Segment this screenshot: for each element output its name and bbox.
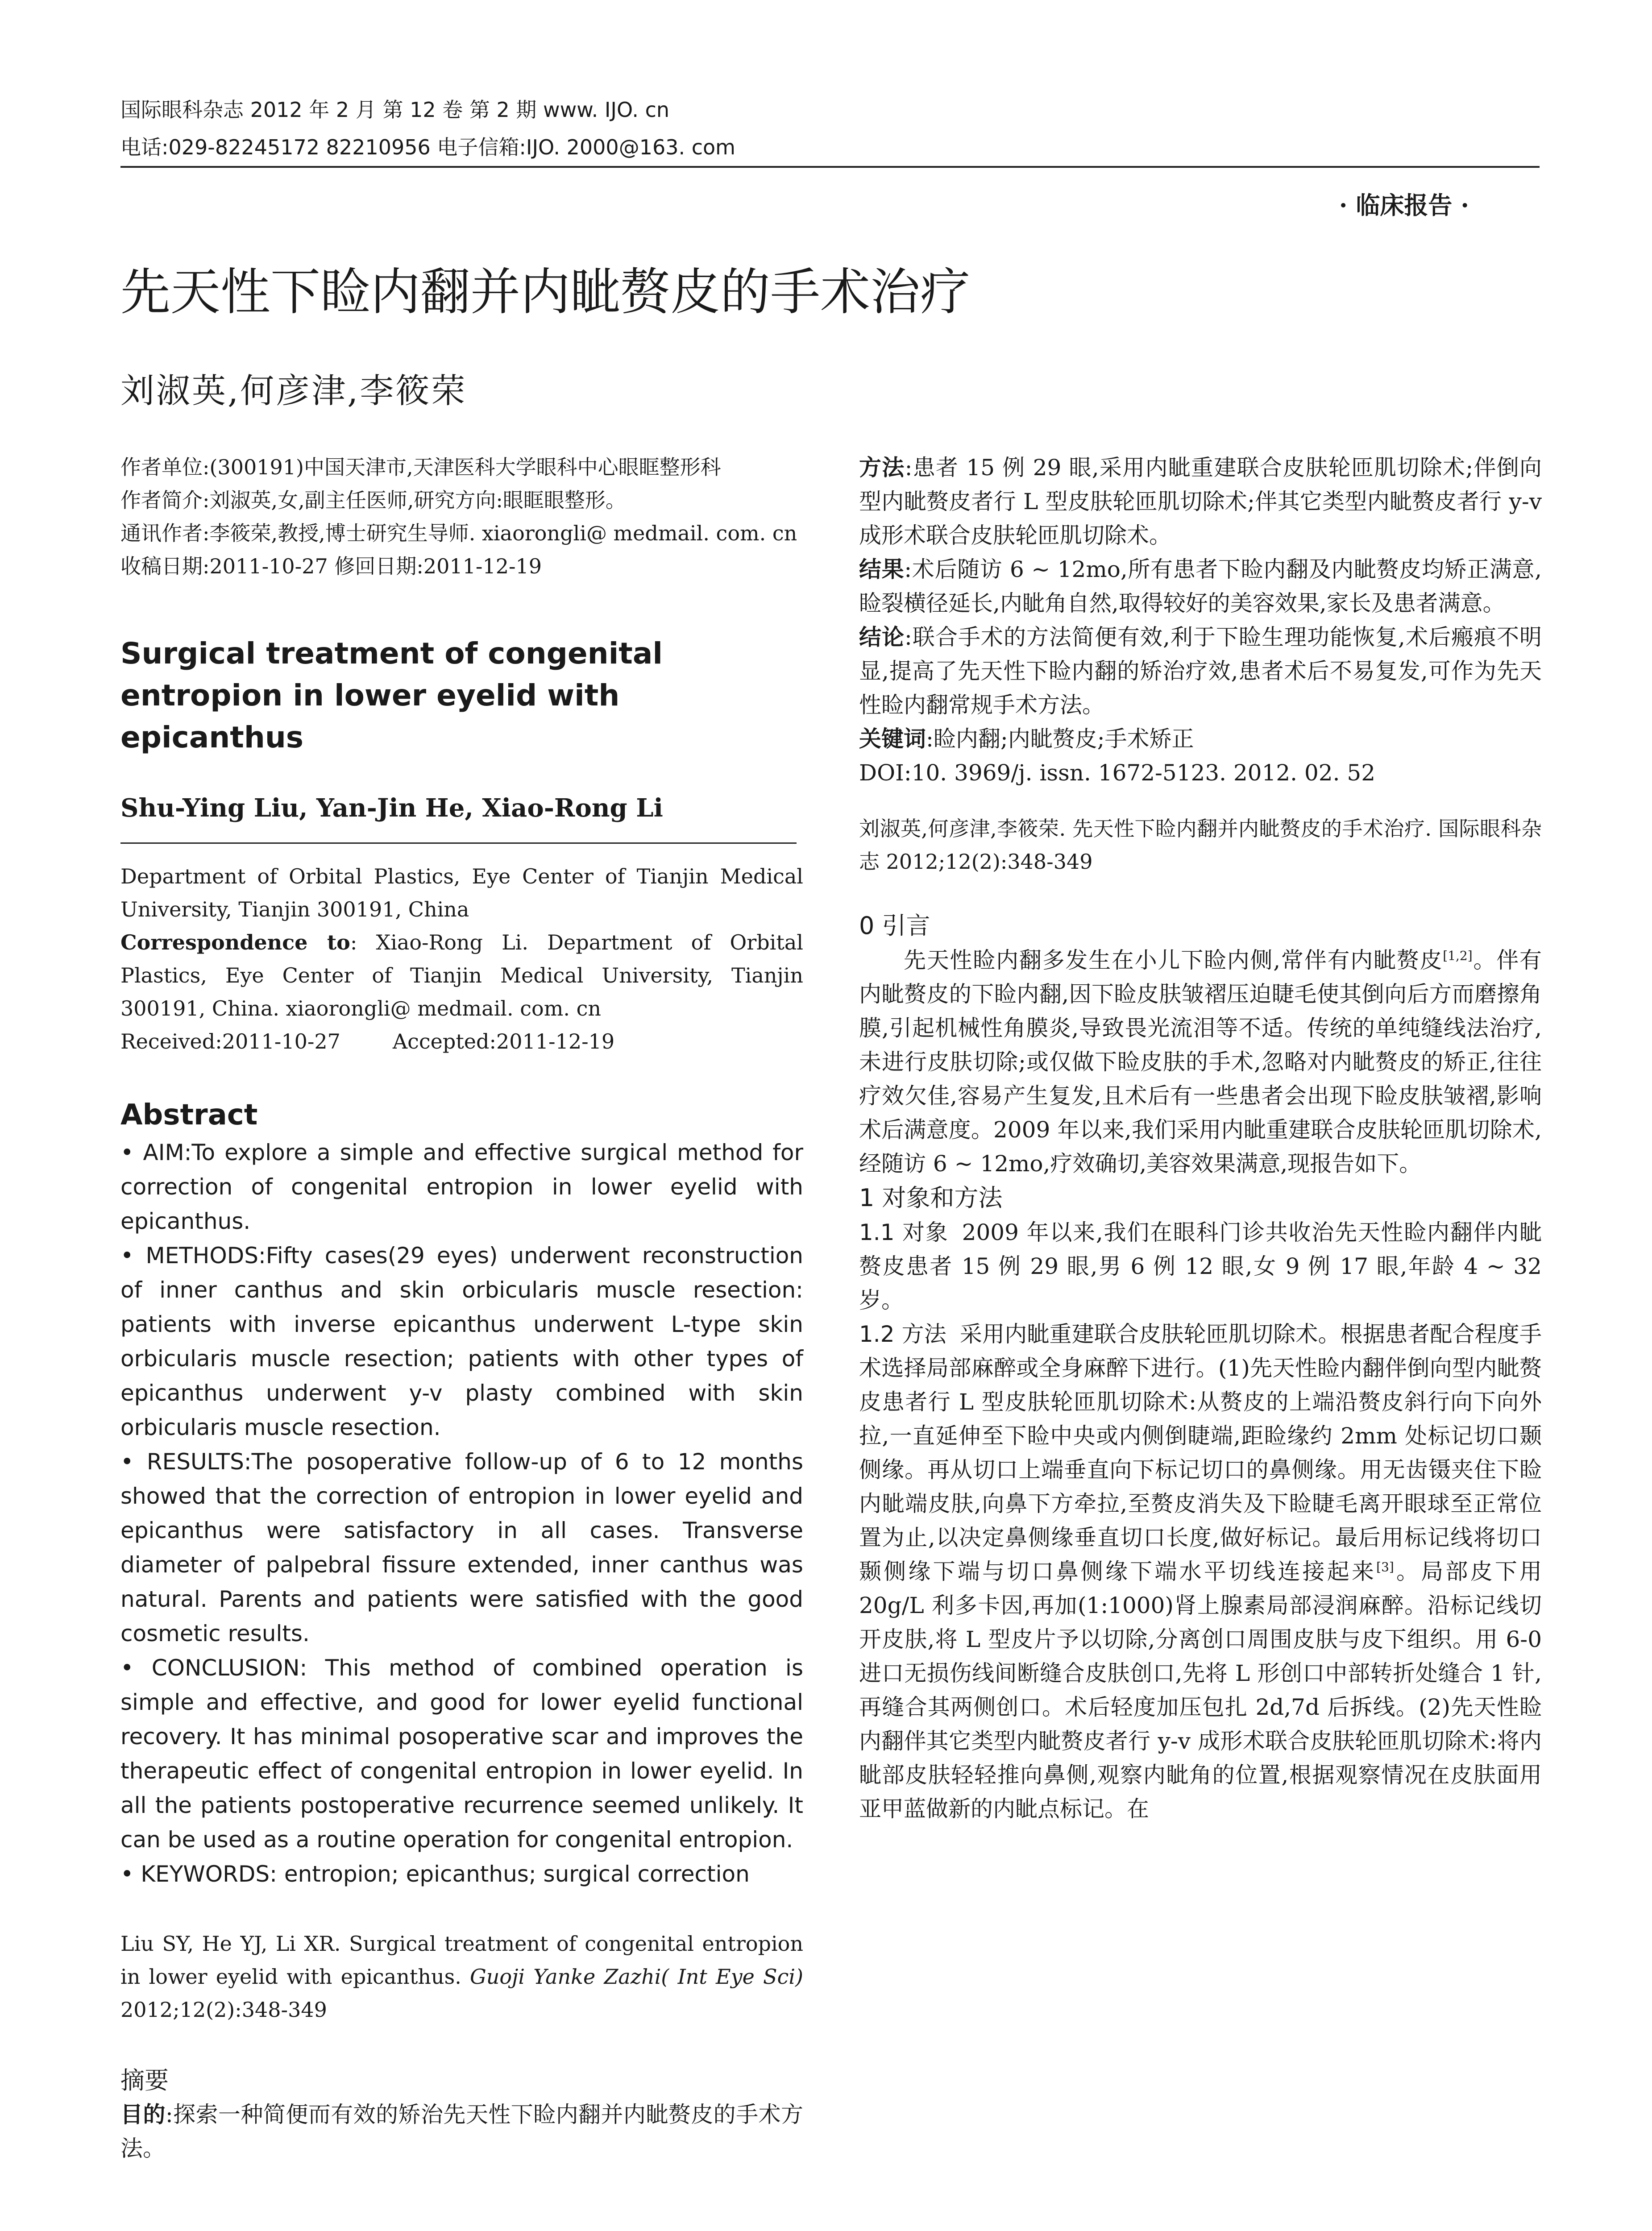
abstract-results: • RESULTS:The posoperative follow-up of 6 to 12 months showed that the correction of entropion in lower eyelid and epicanthus were satisfactory in all cases. Transverse diameter of palpebral fissure extended, inner canthus was natural. Parents and patients were satisfied with the good cosmetic results. xyxy=(120,1449,803,1646)
intro-text-b: 。伴有内眦赘皮的下睑内翻,因下睑皮肤皱褶压迫睫毛使其倒向后方而磨擦角膜,引起机械性角膜炎,导致畏光流泪等不适。传统的单纯缝线法治疗,未进行皮肤切除;或仅做下睑皮肤的手术,忽略对内眦赘皮的矫正,往往疗效欠佳,容易产生复发,且术后有一些患者会出现下睑皮肤皱褶,影响术后满意度。2009 年以来,我们采用内眦重建联合皮肤轮匝肌切除术,经随访 6 ~ 12mo,疗效确切,美容效果满意,现报告如下。 xyxy=(859,947,1542,1177)
abstract-cn-body xyxy=(859,451,1542,790)
conclusion-label: 结论 xyxy=(859,624,905,650)
subjects-label: 1.1 对象 xyxy=(859,1219,949,1245)
abstract-cn-keywords xyxy=(859,722,1542,756)
authors-rule xyxy=(120,842,797,844)
corresponding-author: 通讯作者:李筱荣,教授,博士研究生导师. xiaorongli@ medmail. com. cn xyxy=(120,521,797,545)
methods-text-a: 采用内眦重建联合皮肤轮匝肌切除术。根据患者配合程度手术选择局部麻醉或全身麻醉下进行。(1)先天性睑内翻伴倒向型内眦赘皮患者行 L 型皮肤轮匝肌切除术:从赘皮的上端沿赘皮斜行向下向外拉,一直延伸至下睑中央或内侧倒睫端,距睑缘约 2mm 处标记切口颞侧缘。再从切口上端垂直向下标记切口的鼻侧缘。用无齿镊夹住下睑内眦端皮肤,向鼻下方牵拉,至赘皮消失及下睑睫毛离开眼球至正常位置为止,以决定鼻侧缘垂直切口长度,做好标记。最后用标记线将切口颞侧缘下端与切口鼻侧缘下端水平切线连接起来 xyxy=(859,1321,1542,1584)
citation-en-part2: 2012;12(2):348-349 xyxy=(120,1998,327,2022)
english-affiliation xyxy=(120,860,803,1058)
section-tag: · 临床报告 · xyxy=(1339,191,1469,220)
english-title: Surgical treatment of congenital entropion in lower eyelid with epicanthus xyxy=(120,636,663,755)
abstract-cn-conclusion xyxy=(859,620,1542,722)
left-column xyxy=(120,451,803,2165)
received-en: Received:2011-10-27 Accepted:2011-12-19 xyxy=(120,1029,615,1053)
methods-heading: 1 对象和方法 xyxy=(859,1184,1003,1212)
methods-text: :患者 15 例 29 眼,采用内眦重建联合皮肤轮匝肌切除术;伴倒向型内眦赘皮者行 L 型皮肤轮匝肌切除术;伴其它类型内眦赘皮者行 y-v 成形术联合皮肤轮匝肌切除术。 xyxy=(859,455,1542,548)
intro-heading: 0 引言 xyxy=(859,912,930,940)
abstract-en xyxy=(120,1136,803,1891)
citation-en-journal: Guoji Yanke Zazhi( Int Eye Sci) xyxy=(470,1965,803,1989)
methods-sub-label: 1.2 方法 xyxy=(859,1321,946,1347)
results-text: :术后随访 6 ~ 12mo,所有患者下睑内翻及内眦赘皮均矫正满意,睑裂横径延长,内眦角自然,取得较好的美容效果,家长及患者满意。 xyxy=(859,556,1542,616)
intro-ref: [1,2] xyxy=(1443,948,1473,963)
correspondence-text: : Xiao-Rong Li. Department of Orbital Plastics, Eye Center of Tianjin Medical University, Tianjin 300191, China. xiaorongli@ medmail. com. cn xyxy=(120,930,803,1020)
abstract-cn-aim xyxy=(120,2098,803,2165)
right-column xyxy=(859,451,1542,1826)
citation-en-part1: Liu SY, He YJ, Li XR. Surgical treatment of congenital entropion in lower eyelid with epicanthus. xyxy=(120,1932,803,1989)
methods-label: 方法 xyxy=(859,455,905,481)
journal-header-line2: 电话:029-82245172 82210956 电子信箱:IJO. 2000@163. com xyxy=(120,135,735,159)
author-bio: 作者简介:刘淑英,女,副主任医师,研究方向:眼眶眼整形。 xyxy=(120,488,626,512)
affiliation-en: Department of Orbital Plastics, Eye Center of Tianjin Medical University, Tianjin 300191, China xyxy=(120,864,803,921)
received-dates: 收稿日期:2011-10-27 修回日期:2011-12-19 xyxy=(120,554,542,578)
correspondence-label: Correspondence to xyxy=(120,930,350,954)
author-info xyxy=(120,451,803,583)
conclusion-text: :联合手术的方法简便有效,利于下睑生理功能恢复,术后瘢痕不明显,提高了先天性下睑内翻的矫治疗效,患者术后不易复发,可作为先天性睑内翻常规手术方法。 xyxy=(859,624,1542,718)
citation-en xyxy=(120,1927,803,2026)
abstract-heading: Abstract xyxy=(120,1099,258,1132)
authors-en: Shu-Ying Liu, Yan-Jin He, Xiao-Rong Li xyxy=(120,793,663,823)
abstract-methods: • METHODS:Fifty cases(29 eyes) underwent reconstruction of inner canthus and skin orbicularis muscle resection: patients with inverse epicanthus underwent L-type skin orbicularis muscle resection; patients with other types of epicanthus underwent y-v plasty combined with skin orbicularis muscle resection. xyxy=(120,1243,803,1440)
journal-header-line1: 国际眼科杂志 2012 年 2 月 第 12 卷 第 2 期 www. IJO. cn xyxy=(120,98,670,122)
abstract-cn-methods xyxy=(859,451,1542,552)
abstract-aim: • AIM:To explore a simple and effective surgical method for correction of congenital entropion in lower eyelid with epicanthus. xyxy=(120,1140,803,1234)
doi: DOI:10. 3969/j. issn. 1672-5123. 2012. 02. 52 xyxy=(859,760,1376,786)
correspondence-en xyxy=(120,926,803,1025)
aim-label: 目的 xyxy=(120,2102,166,2127)
keywords-text: :睑内翻;内眦赘皮;手术矫正 xyxy=(926,726,1194,752)
abstract-keywords: • KEYWORDS: entropion; epicanthus; surgical correction xyxy=(120,1861,750,1887)
subjects-paragraph xyxy=(859,1215,1542,1317)
methods-text-b: 。局部皮下用 20g/L 利多卡因,再加(1:1000)肾上腺素局部浸润麻醉。沿标记线切开皮肤,将 L 型皮片予以切除,分离创口周围皮肤与皮下组织。用 6-0 进口无损伤线间断缝合皮肤创口,先将 L 形创口中部转折处缝合 1 针,再缝合其两侧创口。术后轻度加压包扎 2d,7d 后拆线。(2)先天性睑内翻伴其它类型内眦赘皮者行 y-v 成形术联合皮肤轮匝肌切除术:将内眦部皮肤轻轻推向鼻侧,观察内眦角的位置,根据观察情况在皮肤面用亚甲蓝做新的内眦点标记。在 xyxy=(859,1559,1542,1822)
page-title: 先天性下睑内翻并内眦赘皮的手术治疗 xyxy=(120,263,970,321)
abstract-cn-heading: 摘要 xyxy=(120,2066,169,2094)
subjects-text: 2009 年以来,我们在眼科门诊共收治先天性睑内翻伴内眦赘皮患者 15 例 29 眼,男 6 例 12 眼,女 9 例 17 眼,年龄 4 ~ 32 岁。 xyxy=(859,1219,1542,1313)
header-rule xyxy=(120,166,1540,168)
abstract-cn-results xyxy=(859,552,1542,620)
methods-paragraph xyxy=(859,1317,1542,1826)
intro-paragraph xyxy=(859,943,1542,1181)
abstract-conclusion: • CONCLUSION: This method of combined operation is simple and effective, and good for lower eyelid functional recovery. It has minimal posoperative scar and improves the therapeutic effect of congenital entropion in lower eyelid. In all the patients postoperative recurrence seemed unlikely. It can be used as a routine operation for congenital entropion. xyxy=(120,1655,803,1853)
keywords-label: 关键词 xyxy=(859,726,926,752)
citation-cn: 刘淑英,何彦津,李筱荣. 先天性下睑内翻并内眦赘皮的手术治疗. 国际眼科杂志 2012;12(2):348-349 xyxy=(859,817,1542,874)
results-label: 结果 xyxy=(859,556,905,582)
authors-cn: 刘淑英,何彦津,李筱荣 xyxy=(120,371,467,411)
intro-text-a: 先天性睑内翻多发生在小儿下睑内侧,常伴有内眦赘皮 xyxy=(904,947,1443,973)
aim-text: :探索一种简便而有效的矫治先天性下睑内翻并内眦赘皮的手术方法。 xyxy=(120,2102,803,2161)
author-affiliation: 作者单位:(300191)中国天津市,天津医科大学眼科中心眼眶整形科 xyxy=(120,455,721,479)
methods-ref: [3] xyxy=(1376,1559,1394,1575)
